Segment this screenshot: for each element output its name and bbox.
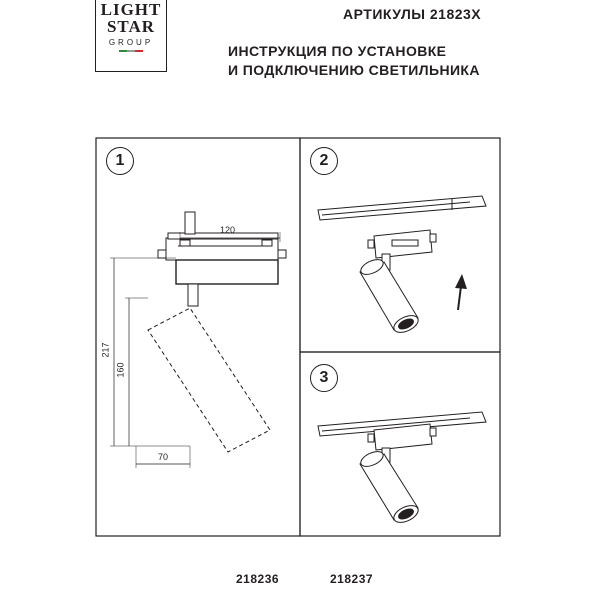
dimension-height-total: 217 [100, 342, 111, 358]
panel-1-frame [96, 138, 300, 536]
title-line-2: И ПОДКЛЮЧЕНИЮ СВЕТИЛЬНИКА [228, 62, 480, 78]
logo-word-light: LIGHT [100, 0, 162, 19]
panel-1-drawing [110, 212, 286, 468]
logo-word-group: GROUP [108, 38, 154, 47]
dimension-width-bottom: 70 [158, 452, 169, 462]
logo-word-star: STAR [106, 17, 156, 36]
article-numbers: АРТИКУЛЫ 21823Х [343, 6, 482, 22]
panel-2-drawing [318, 196, 486, 336]
step-2-badge: 2 [310, 147, 338, 175]
step-1-badge: 1 [106, 147, 134, 175]
article-code-2: 218237 [330, 572, 374, 586]
title-line-1: ИНСТРУКЦИЯ ПО УСТАНОВКЕ [228, 43, 447, 59]
dimension-height-body: 160 [115, 362, 126, 378]
step-3-badge: 3 [310, 364, 338, 392]
panel-3-drawing [318, 412, 486, 526]
arrow-up-icon [455, 274, 467, 310]
article-code-1: 218236 [236, 572, 280, 586]
dimension-width-top: 120 [220, 225, 236, 235]
